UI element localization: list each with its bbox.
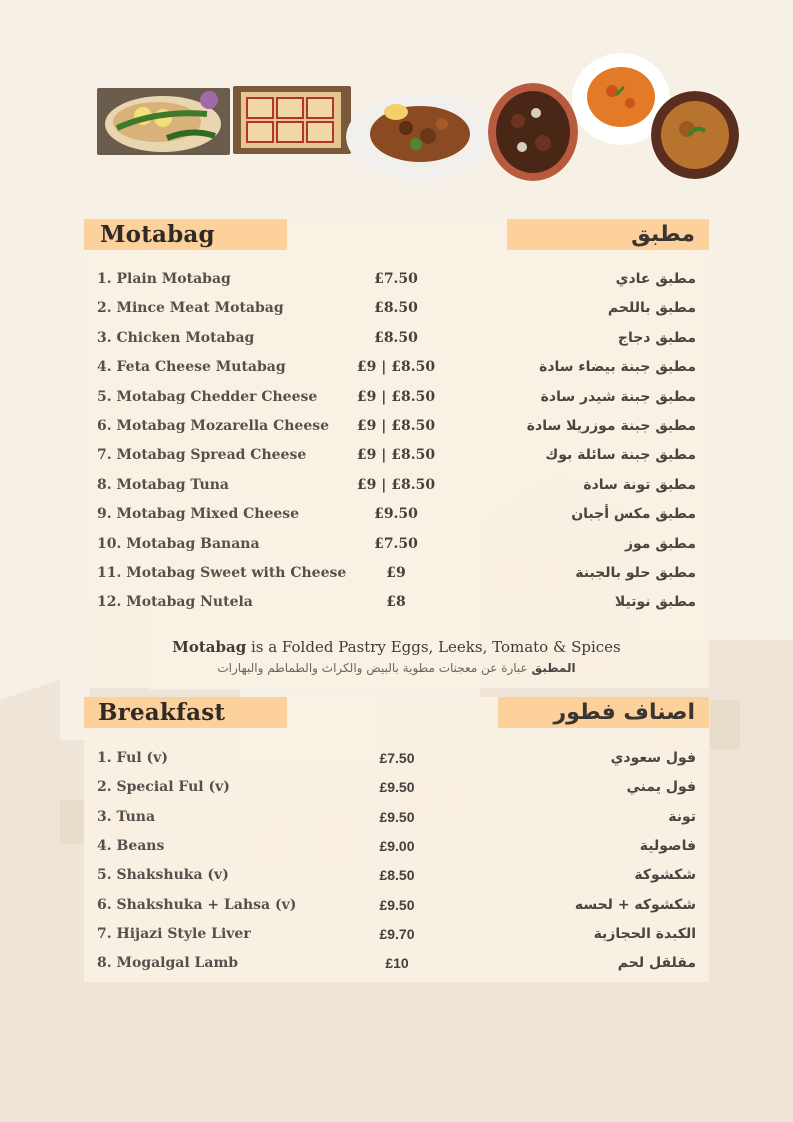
item-name-ar: مطبق باللحم xyxy=(607,300,696,317)
item-name-ar: مطبق مكس أجبان xyxy=(571,506,696,523)
item-price: £9.50 xyxy=(379,808,415,825)
list-item xyxy=(84,330,709,352)
item-name-ar: شكشوكه + لحسه xyxy=(574,896,696,913)
item-name-ar: تونة xyxy=(668,808,696,825)
liver-bowl-photo xyxy=(488,83,578,181)
list-item xyxy=(84,809,709,831)
item-name: 11. Motabag Sweet with Cheese xyxy=(97,565,347,581)
list-item xyxy=(84,271,709,293)
list-item xyxy=(84,867,709,889)
list-item xyxy=(84,750,709,772)
item-name: 7. Hijazi Style Liver xyxy=(97,925,251,942)
section-title-ar: اصناف فطور xyxy=(553,700,695,725)
item-name: 6. Motabag Mozarella Cheese xyxy=(97,418,330,434)
item-name: 8. Motabag Tuna xyxy=(97,476,229,493)
item-price: £7.50 xyxy=(374,535,418,552)
list-item xyxy=(84,779,709,801)
item-name: 10. Motabag Banana xyxy=(97,535,260,552)
item-price: £9.50 xyxy=(374,506,418,523)
item-name-ar: مقلقل لحم xyxy=(617,955,696,972)
item-price: £9 xyxy=(386,565,406,581)
item-name-ar: شكشوكة xyxy=(634,867,696,884)
breakfast-list xyxy=(84,750,709,976)
item-price: £7.50 xyxy=(379,750,415,766)
item-price: £8.50 xyxy=(374,300,418,317)
description-term-ar: المطبق xyxy=(531,661,576,675)
item-name: 3. Chicken Motabag xyxy=(97,329,255,346)
item-name: 5. Shakshuka (v) xyxy=(97,867,229,884)
meat-plate-photo xyxy=(346,94,494,180)
item-name-ar: مطبق حلو بالجبنة xyxy=(575,565,696,581)
description-text: is a Folded Pastry Eggs, Leeks, Tomato & Spices xyxy=(246,638,621,656)
list-item xyxy=(84,389,709,411)
list-item xyxy=(84,955,709,977)
flatbread-peppers-photo xyxy=(97,88,230,155)
section-title: Motabag xyxy=(100,221,215,248)
item-name: 5. Motabag Chedder Cheese xyxy=(97,388,318,405)
item-name: 4. Beans xyxy=(97,837,165,854)
item-price: £9 | £8.50 xyxy=(356,447,436,464)
item-name-ar: فول يمني xyxy=(626,779,696,796)
motabag-header-en xyxy=(84,219,287,250)
section-title: Breakfast xyxy=(98,699,226,726)
item-name-ar: مطبق دجاج xyxy=(617,329,696,346)
item-price: £10 xyxy=(385,955,409,972)
item-name: 3. Tuna xyxy=(97,808,156,825)
item-price: £7.50 xyxy=(374,271,418,287)
item-name: 2. Special Ful (v) xyxy=(97,779,230,796)
section-title-ar: مطبق xyxy=(631,222,695,247)
item-name: 1. Ful (v) xyxy=(97,750,168,766)
item-name-ar: الكبدة الحجازية xyxy=(593,925,696,942)
item-name: 7. Motabag Spread Cheese xyxy=(97,447,307,464)
item-name: 9. Motabag Mixed Cheese xyxy=(97,506,300,523)
item-price: £9.50 xyxy=(379,896,415,913)
list-item xyxy=(84,536,709,558)
item-name-ar: فاصولية xyxy=(639,837,696,854)
list-item xyxy=(84,447,709,469)
list-item xyxy=(84,897,709,919)
item-price: £9.70 xyxy=(379,925,415,942)
item-price: £9 | £8.50 xyxy=(356,359,436,376)
motabag-list xyxy=(84,271,709,621)
item-name-ar: فول سعودي xyxy=(610,750,696,766)
breakfast-header-en xyxy=(84,697,287,728)
item-name: 6. Shakshuka + Lahsa (v) xyxy=(97,896,297,913)
item-name-ar: مطبق نوتيلا xyxy=(614,594,696,611)
motabag-description xyxy=(84,638,709,656)
item-name: 8. Mogalgal Lamb xyxy=(97,955,239,972)
breakfast-header-ar xyxy=(498,697,709,728)
item-name-ar: مطبق موز xyxy=(624,535,696,552)
item-name: 2. Mince Meat Motabag xyxy=(97,300,284,317)
item-name-ar: مطبق تونة سادة xyxy=(583,476,696,493)
item-name-ar: مطبق عادي xyxy=(615,271,696,287)
item-name-ar: مطبق جبنة شيدر سادة xyxy=(540,388,696,405)
item-price: £8.50 xyxy=(379,867,415,884)
list-item xyxy=(84,506,709,528)
item-name: 1. Plain Motabag xyxy=(97,271,231,287)
list-item xyxy=(84,926,709,948)
list-item xyxy=(84,477,709,499)
motabag-header-ar xyxy=(507,219,709,250)
list-item xyxy=(84,565,709,587)
item-price: £8 xyxy=(386,594,406,611)
list-item xyxy=(84,838,709,860)
stew-bowl-photo xyxy=(651,91,739,179)
item-price: £9 | £8.50 xyxy=(356,388,436,405)
list-item xyxy=(84,300,709,322)
description-text-ar: عبارة عن معجنات مطوية بالبيض والكراث والطماطم والبهارات xyxy=(217,661,532,675)
item-price: £9.00 xyxy=(379,837,415,854)
list-item xyxy=(84,359,709,381)
item-name: 4. Feta Cheese Mutabag xyxy=(97,359,286,376)
item-name-ar: مطبق جبنة بيضاء سادة xyxy=(539,359,696,376)
item-price: £9 | £8.50 xyxy=(356,476,436,493)
list-item xyxy=(84,594,709,616)
description-term: Motabag xyxy=(172,638,247,656)
item-name-ar: مطبق جبنة سائلة بوك xyxy=(545,447,696,464)
item-price: £9.50 xyxy=(379,779,415,796)
item-price: £9 | £8.50 xyxy=(356,418,436,434)
motabag-description-ar xyxy=(84,661,709,675)
list-item xyxy=(84,418,709,440)
item-price: £8.50 xyxy=(374,329,418,346)
item-name-ar: مطبق جبنة موزريلا سادة xyxy=(526,418,696,434)
item-name: 12. Motabag Nutela xyxy=(97,594,253,611)
pastry-slices-photo xyxy=(233,86,351,154)
